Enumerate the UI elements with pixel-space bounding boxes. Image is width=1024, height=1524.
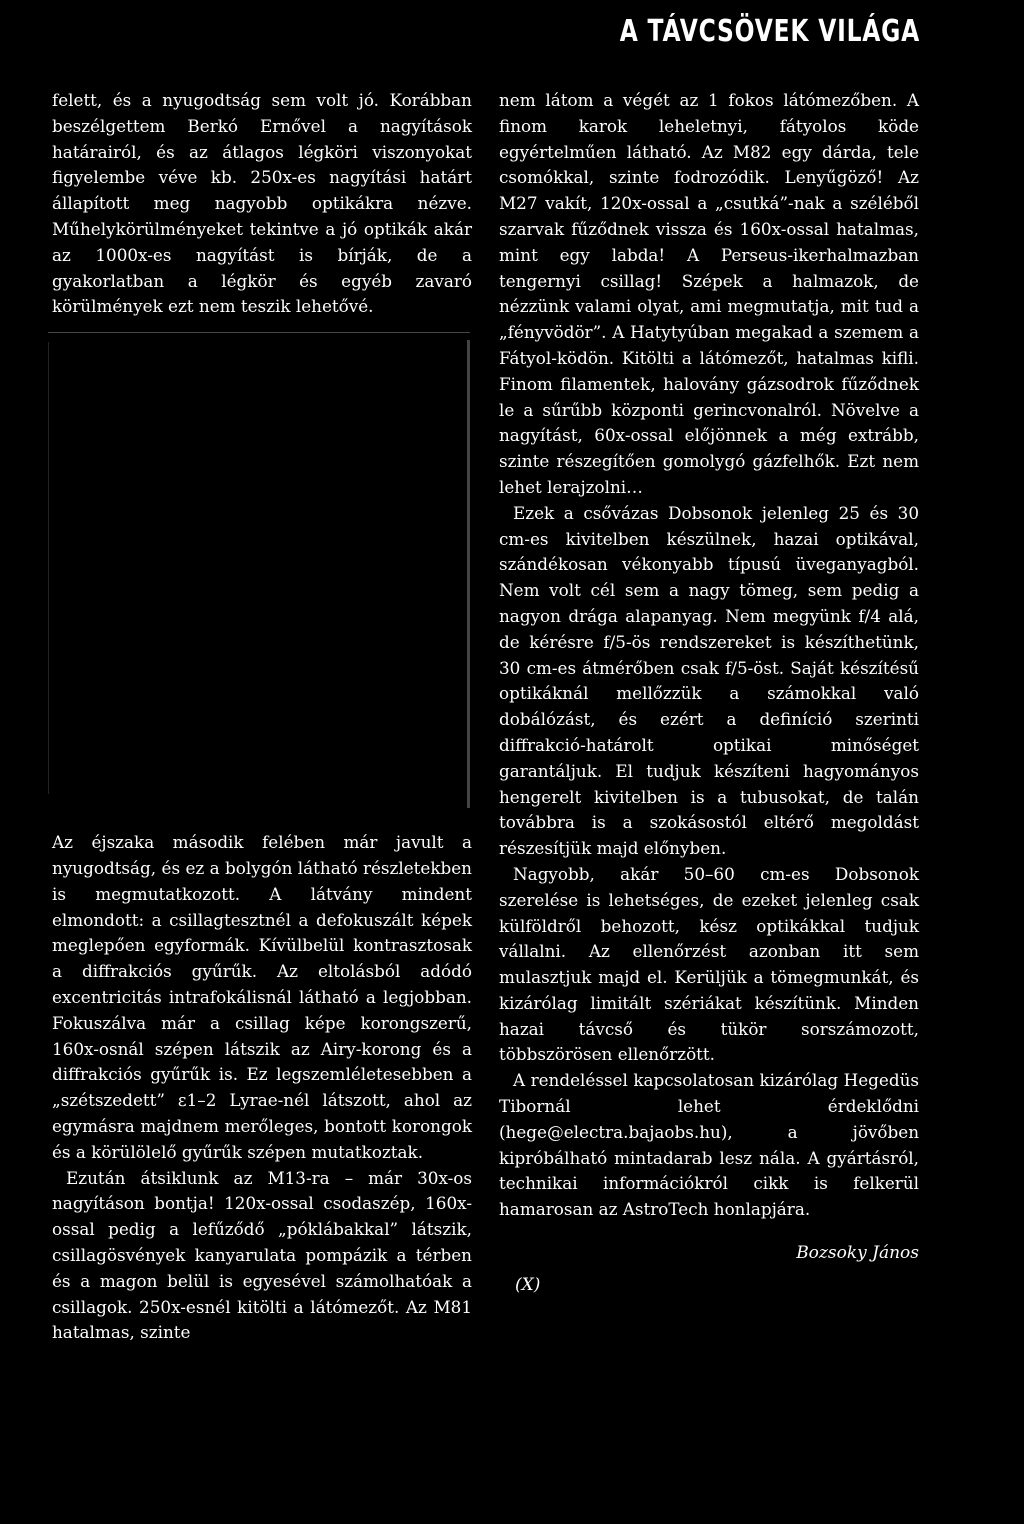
paragraph: Az éjszaka második felében már javult a nyugodtság, és ez a bolygón látható részletekben is megmutatkozott. A látvány mindent elmondott: a csillagtesztnél a defokuszált képek meglepően egyformák. Kívülbelül kontrasztosak a diffrakciós gyűrűk. Az eltolásból adódó excentricitás intrafokálisnál látható a legjobban. Fokuszálva már a csillag képe korongszerű, 160x-osnál szépen látszik az Airy-korong és a diffrakciós gyűrűk is. Ez legszemléletesebben a „szétszedett” ε1–2 Lyrae-nél látszott, ahol az egymásra majdnem merőleges, bontott korongok és a körülölelő gyűrűk szépen mutatkoztak. — [52, 832, 472, 1162]
photo-frame-left — [48, 342, 49, 794]
photo-frame-right — [467, 340, 470, 808]
paragraph: Ezek a csővázas Dobsonok jelenleg 25 és 30 cm-es kivitelben készülnek, hazai optikával, szándékosan vékonyabb típusú üveganyagból. Nem volt cél sem a nagy tömeg, sem pedig a nagyon drága alapanyag. Nem megyünk f/4 alá, de kérésre f/5-ös rendszereket is készíthetünk, 30 cm-es átmérőben csak f/5-öst. Saját készítésű optikáknál mellőzzük a számokkal való dobálózást, és ezért a definíció szerinti diffrakció-határolt optikai minőséget garantáljuk. El tudjuk készíteni hagyományos hengerelt kivitelben is a tubusokat, de talán továbbra is a szokásostól eltérő megoldást részesítjük majd előnyben. — [499, 502, 919, 859]
signature-mark: (X) — [515, 1275, 541, 1296]
left-column — [52, 88, 472, 1346]
paragraph: Ezután átsiklunk az M13-ra – már 30x-os nagyításon bontja! 120x-ossal csodaszép, 160x-ossal pedig a lefűződő „póklábakkal” látszik, csillagösvények kanyarulata pompázik a térben és a magon belül is egyesével számolhatóak a csillagok. 250x-esnél kitölti a látómezőt. Az M81 hatalmas, szinte — [52, 1167, 472, 1343]
photo-frame-top — [48, 332, 470, 333]
photo-placeholder — [48, 332, 470, 808]
paragraph: A rendeléssel kapcsolatosan kizárólag Hegedüs Tibornál lehet érdeklődni (hege@electra.bajaobs.hu), a jövőben kipróbálható mintadarab lesz nála. A gyártásról, technikai információkról cikk is felkerül hamarosan az AstroTech honlapjára. — [499, 1070, 919, 1220]
paragraph: Nagyobb, akár 50–60 cm-es Dobsonok szerelése is lehetséges, de ezeket jelenleg csak külföldről behozott, kész optikákkal tudjuk vállalni. Az ellenőrzést azonban itt sem mulasztjuk majd el. Kerüljük a tömegmunkát, és kizárólag limitált szériákat készítünk. Minden hazai távcső és tükör sorszámozott, többszörösen ellenőrzött. — [499, 863, 919, 1065]
signature-block — [499, 1243, 919, 1303]
paragraph: nem látom a végét az 1 fokos látómezőben. A finom karok leheletnyi, fátyolos köde egyértelműen látható. Az M82 egy dárda, tele csomókkal, szinte fodrozódik. Lenyűgöző! Az M27 vakít, 120x-ossal a „csutká”-nak a széléből szarvak fűződnek vissza és 160x-ossal hatalmas, mint egy labda! A Perseus-ikerhalmazban tengernyi csillag! Szépek a halmazok, de nézzünk valami olyat, ami megmutatja, mit tud a „fényvödör”. A Hatytyúban megakad a szemem a Fátyol-ködön. Kitölti a látómezőt, hatalmas kifli. Finom filamentek, halovány gázsodrok fűződnek le a sűrűbb központi gerincvonalról. Növelve a nagyítást, 60x-ossal előjönnek a még extrább, szinte részegítően gomolygó gázfelhők. Ezt nem lehet lerajzolni… — [499, 90, 919, 497]
author-name: Bozsoky János — [796, 1243, 919, 1264]
right-column — [499, 88, 919, 1303]
paragraph: felett, és a nyugodtság sem volt jó. Korábban beszélgettem Berkó Ernővel a nagyítások határairól, és az átlagos légköri viszonyokat figyelembe véve kb. 250x-es nagyítási határt állapított meg nagyobb optikákra nézve. Műhelykörülményeket tekintve a jó optikák akár az 1000x-es nagyítást is bírják, de a gyakorlatban a légkör és egyéb zavaró körülmények ezt nem teszik lehetővé. — [52, 90, 472, 317]
page-header-title: A TÁVCSÖVEK VILÁGA — [619, 14, 920, 49]
